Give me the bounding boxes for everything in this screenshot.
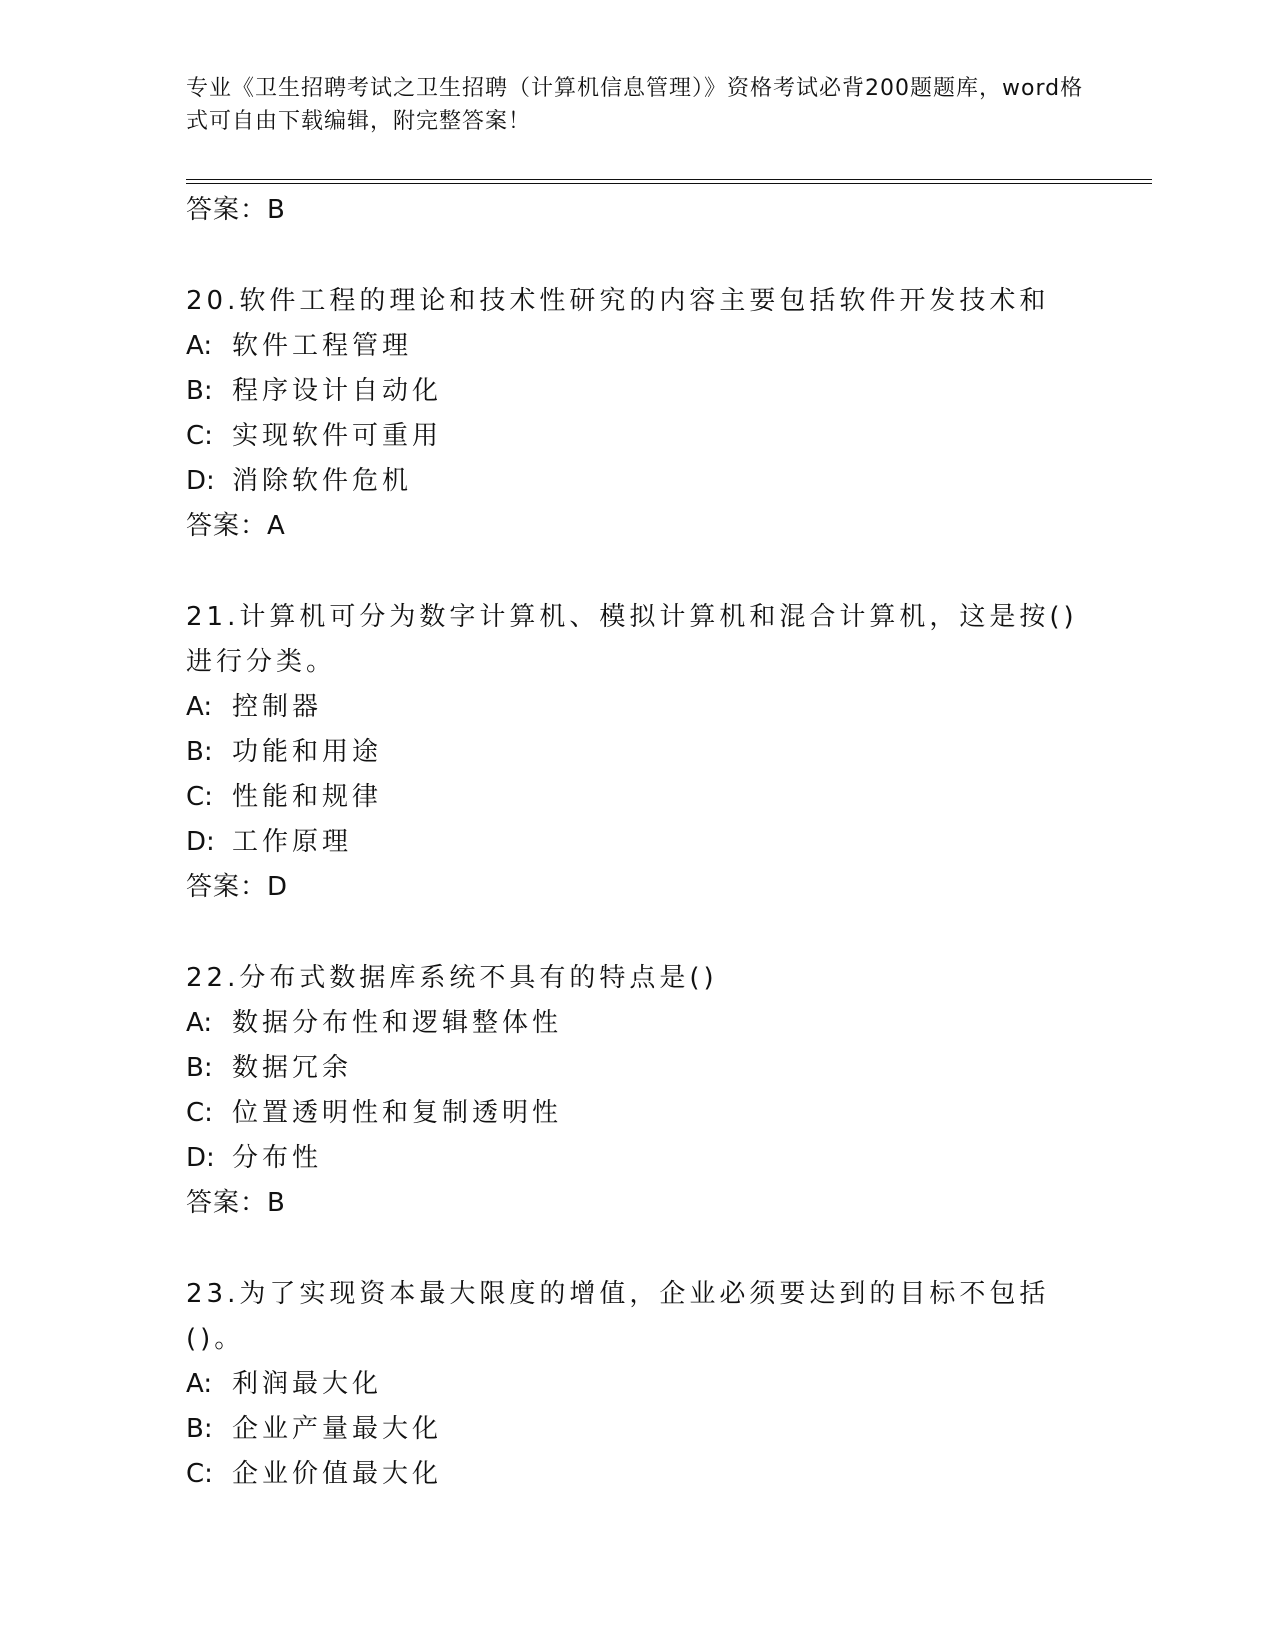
option-letter: C:: [186, 1098, 213, 1128]
page-header: 专业《卫生招聘考试之卫生招聘（计算机信息管理）》资格考试必背200题题库，word格式可自由下载编辑，附完整答案！: [186, 76, 1084, 134]
option-line: [186, 414, 1086, 459]
header-divider: [186, 179, 1152, 180]
option-line: [186, 820, 1086, 865]
option-line: [186, 1407, 1086, 1452]
option-text: 分布性: [232, 1143, 323, 1173]
spacer: [186, 549, 1086, 595]
question-text: 21.计算机可分为数字计算机、模拟计算机和混合计算机，这是按()进行分类。: [186, 602, 1078, 677]
option-text: 功能和用途: [232, 737, 383, 767]
option-line: [186, 369, 1086, 414]
answer-line: 答案：B: [186, 1188, 286, 1218]
option-text: 位置透明性和复制透明性: [232, 1098, 563, 1128]
answer-line: 答案：B: [186, 195, 286, 225]
option-letter: A:: [186, 1008, 213, 1038]
option-letter: D:: [186, 827, 215, 857]
option-line: [186, 1046, 1086, 1091]
option-letter: C:: [186, 1459, 213, 1489]
option-text: 消除软件危机: [232, 466, 413, 496]
option-line: [186, 730, 1086, 775]
option-text: 数据分布性和逻辑整体性: [232, 1008, 563, 1038]
option-letter: C:: [186, 782, 213, 812]
option-letter: A:: [186, 1369, 213, 1399]
option-text: 软件工程管理: [232, 331, 413, 361]
option-line: [186, 324, 1086, 369]
option-line: [186, 685, 1086, 730]
option-text: 程序设计自动化: [232, 376, 443, 406]
option-letter: B:: [186, 1414, 213, 1444]
option-line: [186, 775, 1086, 820]
option-letter: C:: [186, 421, 213, 451]
question-text: 23.为了实现资本最大限度的增值，企业必须要达到的目标不包括()。: [186, 1279, 1050, 1354]
option-letter: D:: [186, 466, 215, 496]
spacer: [186, 233, 1086, 279]
option-letter: A:: [186, 692, 213, 722]
option-text: 企业产量最大化: [232, 1414, 443, 1444]
answer-line: 答案：D: [186, 872, 289, 902]
option-text: 性能和规律: [232, 782, 383, 812]
option-text: 利润最大化: [232, 1369, 383, 1399]
option-line: [186, 1091, 1086, 1136]
option-letter: B:: [186, 737, 213, 767]
spacer: [186, 910, 1086, 956]
option-text: 数据冗余: [232, 1053, 353, 1083]
question-text: 22.分布式数据库系统不具有的特点是(): [186, 963, 718, 993]
spacer: [186, 1226, 1086, 1272]
option-text: 企业价值最大化: [232, 1459, 443, 1489]
option-text: 工作原理: [232, 827, 353, 857]
header-divider: [186, 183, 1152, 184]
question-list: [186, 188, 1086, 1497]
option-line: [186, 1001, 1086, 1046]
option-text: 控制器: [232, 692, 323, 722]
option-line: [186, 1362, 1086, 1407]
option-letter: A:: [186, 331, 213, 361]
option-letter: B:: [186, 376, 213, 406]
option-text: 实现软件可重用: [232, 421, 443, 451]
option-line: [186, 1136, 1086, 1181]
question-text: 20.软件工程的理论和技术性研究的内容主要包括软件开发技术和: [186, 286, 1050, 316]
answer-line: 答案：A: [186, 511, 286, 541]
option-line: [186, 1452, 1086, 1497]
option-letter: B:: [186, 1053, 213, 1083]
option-line: [186, 459, 1086, 504]
option-letter: D:: [186, 1143, 215, 1173]
